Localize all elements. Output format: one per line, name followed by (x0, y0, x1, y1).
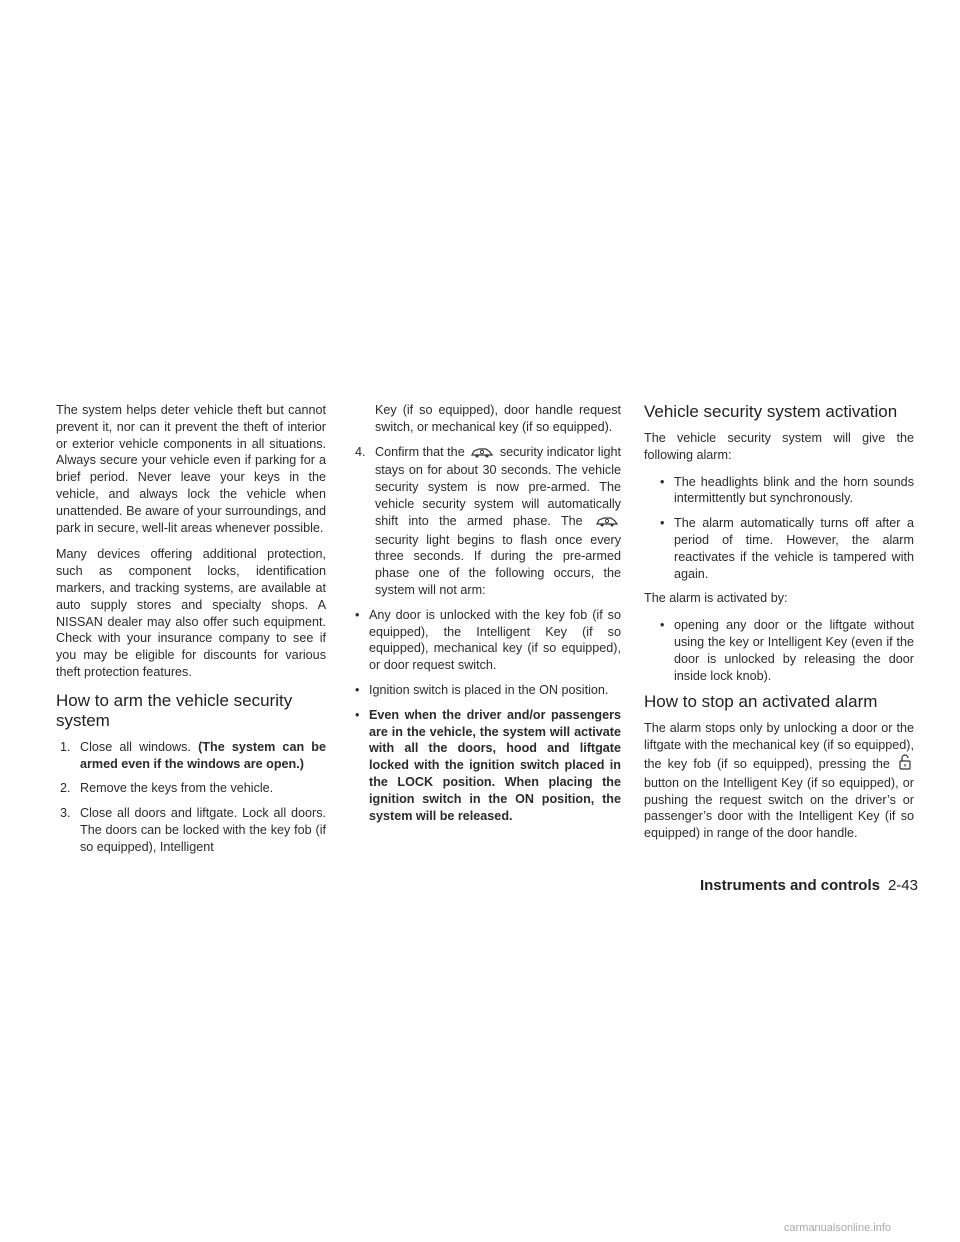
paragraph-text: The alarm stops only by unlocking a door or the liftgate with the mechanical key (if so equipped), the key fob (if so equipped), pressing the (644, 721, 914, 771)
page-number: 2-43 (887, 877, 918, 894)
devices-paragraph: Many devices offering additional protection, such as component locks, identification markers, and tracking systems, are available at auto supply stores and specialty shops. A NISSAN dealer may also offer such equipment. Check with your insurance company to see if you may be eligible for discounts for various theft protection features. (56, 547, 326, 679)
step-3-continued: Key (if so equipped), door handle request switch, or mechanical key (if so equipped). (375, 403, 621, 434)
section-title: Instruments and controls (699, 877, 880, 894)
paragraph-text: button on the Intelligent Key (if so equipped), or pushing the request switch on the driver’s or passenger’s door with the Intelligent Key (if so equipped) in range of the door handle. (644, 775, 914, 841)
intro-paragraph: The system helps deter vehicle theft but cannot prevent it, nor can it prevent the theft of interior or exterior vehicle components in all situations. Always secure your vehicle even if parking for a brief period. Never leave your keys in the vehicle, and always lock the vehicle when unattended. Be aware of your surroundings, and park in secure, well-lit areas whenever possible. (56, 403, 326, 535)
step-number: 3. (60, 806, 71, 821)
step-text: Close all doors and liftgate. Lock all doors. The doors can be locked with the key fob (if so equipped), Intelligent (80, 806, 326, 854)
step-text: Close all windows. (80, 739, 199, 754)
bullet-item: • Any door is unlocked with the key fob (if so equipped), the Intelligent Key (if so equipped), mechanical key (if so equipped), or door request switch. (351, 607, 621, 674)
bullet-item: • opening any door or the liftgate without using the key or Intelligent Key (even if the door is unlocked by releasing the door inside lock knob). (644, 617, 914, 684)
step-4 (351, 444, 621, 599)
step-number: 4. (355, 444, 366, 459)
car-security-icon (470, 446, 494, 463)
car-security-icon (595, 515, 619, 532)
column-left (56, 402, 326, 864)
unlock-button-icon (898, 754, 912, 775)
step-text: security light begins to flash once every three seconds. If during the pre-armed phase one of the following occurs, the system will not arm: (375, 532, 621, 597)
warning-text: Even when the driver and/or passengers are in the vehicle, the system will activate with all the doors, hood and liftgate locked with the ignition switch placed in the LOCK position. When placing the ignition switch in the ON position, the system will be released. (369, 707, 621, 823)
step-1 (56, 739, 326, 773)
bullet-item: • The alarm automatically turns off after a period of time. However, the alarm reactivates if the vehicle is tampered with again. (644, 515, 914, 582)
bullet-item: • The headlights blink and the horn sounds intermittently but synchronously. (644, 474, 914, 508)
column-right (644, 402, 914, 852)
step-number: 2. (60, 781, 71, 796)
arm-system-heading: How to arm the vehicle security system (56, 690, 293, 730)
watermark: carmanualsonline.info (784, 1222, 892, 1234)
stop-alarm-heading: How to stop an activated alarm (644, 692, 878, 712)
step-number: 1. (60, 739, 71, 754)
bullet-item-warning (351, 707, 621, 825)
activation-heading: Vehicle security system activation (644, 402, 898, 421)
bullet-item: • Ignition switch is placed in the ON position. (351, 682, 621, 699)
activated-by-paragraph: The alarm is activated by: (644, 591, 788, 606)
step-text: Confirm that the (375, 444, 465, 459)
step-2 (56, 780, 326, 797)
step-text: Remove the keys from the vehicle. (80, 781, 274, 796)
activation-paragraph: The vehicle security system will give the following alarm: (644, 431, 914, 462)
step-bold-note: (The system can be armed even if the windows are open.) (80, 739, 327, 771)
column-middle (351, 402, 621, 832)
stop-alarm-paragraph (644, 720, 914, 842)
step-text: security indicator light stays on for about 30 seconds. The vehicle security system is now pre-armed. The vehicle security system will automatically shift into the armed phase. The (375, 444, 622, 528)
step-3 (56, 805, 326, 855)
page-footer (700, 877, 918, 894)
